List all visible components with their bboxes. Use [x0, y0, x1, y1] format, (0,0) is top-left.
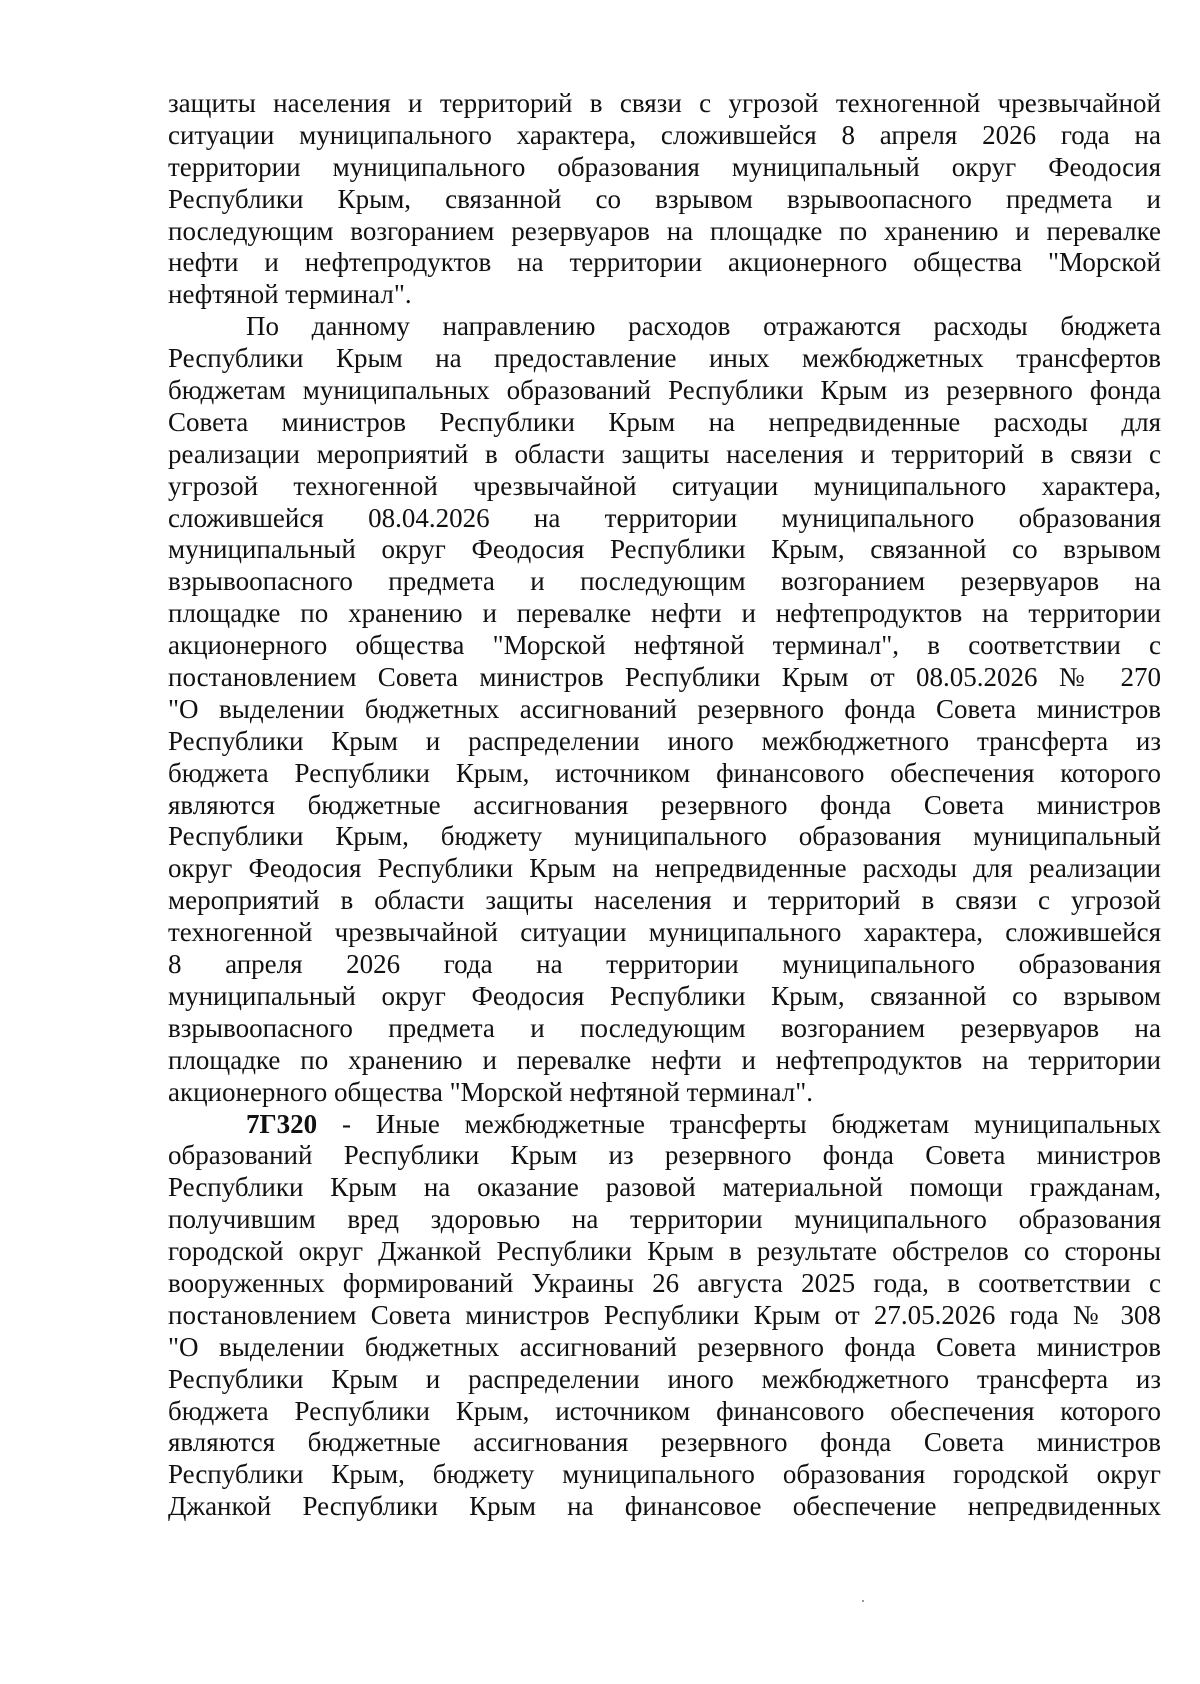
text-line: Республики Крым, бюджету муниципального образования муниципальный [168, 821, 1161, 852]
scan-artifact-dot [862, 1600, 864, 1602]
text-line: постановлением Совета министров Республики Крым от 08.05.2026 № 270 [168, 662, 1161, 693]
text-line: площадке по хранению и перевалке нефти и нефтепродуктов на территории [168, 598, 1161, 629]
text-line: нефти и нефтепродуктов на территории акционерного общества "Морской [168, 247, 1161, 278]
text-line: защиты населения и территорий в связи с угрозой техногенной чрезвычайной [168, 88, 1161, 118]
text-line: постановлением Совета министров Республики Крым от 27.05.2026 года № 308 [168, 1299, 1161, 1330]
text-line: вооруженных формирований Украины 26 августа 2025 года, в соответствии с [168, 1267, 1161, 1298]
text-line: мероприятий в области защиты населения и территорий в связи с угрозой [168, 885, 1161, 916]
document-text [168, 88, 1161, 1523]
text-line [168, 1109, 1161, 1141]
text-line: взрывоопасного предмета и последующим возгоранием резервуаров на [168, 566, 1161, 597]
text-line: Джанкой Республики Крым на финансовое обеспечение непредвиденных [168, 1491, 1161, 1522]
text-line: являются бюджетные ассигнования резервного фонда Совета министров [168, 1427, 1161, 1458]
text-line: Республики Крым и распределении иного межбюджетного трансферта из [168, 725, 1161, 756]
text-line: Совета министров Республики Крым на непредвиденные расходы для [168, 406, 1161, 437]
text-line: являются бюджетные ассигнования резервного фонда Совета министров [168, 789, 1161, 820]
text-line: Республики Крым, бюджету муниципального образования городской округ [168, 1459, 1161, 1490]
text-line: нефтяной терминал". [168, 279, 412, 310]
text-line: реализации мероприятий в области защиты населения и территорий в связи с [168, 438, 1161, 469]
text-line: городской округ Джанкой Республики Крым в результате обстрелов со стороны [168, 1236, 1161, 1267]
text-line: техногенной чрезвычайной ситуации муниципального характера, сложившейся [168, 917, 1161, 948]
text-line: Республики Крым и распределении иного межбюджетного трансферта из [168, 1363, 1161, 1394]
text-line: акционерного общества "Морской нефтяной терминал", в соответствии с [168, 630, 1161, 661]
text-line: образований Республики Крым из резервного фонда Совета министров [168, 1140, 1161, 1171]
text-line: площадке по хранению и перевалке нефти и нефтепродуктов на территории [168, 1044, 1161, 1075]
text-line: бюджетам муниципальных образований Республики Крым из резервного фонда [168, 375, 1161, 406]
text-line: муниципальный округ Феодосия Республики Крым, связанной со взрывом [168, 980, 1161, 1011]
text-line: ситуации муниципального характера, сложившейся 8 апреля 2026 года на [168, 119, 1161, 150]
text-line: округ Феодосия Республики Крым на непредвиденные расходы для реализации [168, 853, 1161, 884]
text-line: По данному направлению расходов отражаются расходы бюджета [246, 311, 1161, 342]
text-line: сложившейся 08.04.2026 на территории муниципального образования [168, 502, 1161, 533]
text-line: муниципальный округ Феодосия Республики Крым, связанной со взрывом [168, 534, 1161, 565]
text-line: взрывоопасного предмета и последующим возгоранием резервуаров на [168, 1012, 1161, 1043]
text-line: Республики Крым, связанной со взрывом взрывоопасного предмета и [168, 183, 1161, 214]
text-line: территории муниципального образования муниципальный округ Феодосия [168, 151, 1161, 182]
text-line: Республики Крым на оказание разовой материальной помощи гражданам, [168, 1172, 1161, 1203]
text-line: "О выделении бюджетных ассигнований резервного фонда Совета министров [168, 1331, 1161, 1362]
text-line: получившим вред здоровью на территории муниципального образования [168, 1204, 1161, 1235]
expense-code: 7Г320 [246, 1108, 318, 1139]
text-line: бюджета Республики Крым, источником финансового обеспечения которого [168, 1395, 1161, 1426]
text-line: угрозой техногенной чрезвычайной ситуации муниципального характера, [168, 470, 1161, 501]
text-segment: - Иные межбюджетные трансферты бюджетам муниципальных [317, 1108, 1161, 1139]
text-line: акционерного общества "Морской нефтяной терминал". [168, 1076, 814, 1107]
text-line: бюджета Республики Крым, источником финансового обеспечения которого [168, 757, 1161, 788]
text-line: 8 апреля 2026 года на территории муниципального образования [168, 949, 1161, 980]
text-line: "О выделении бюджетных ассигнований резервного фонда Совета министров [168, 693, 1161, 724]
text-line: последующим возгоранием резервуаров на площадке по хранению и перевалке [168, 215, 1161, 246]
text-line: Республики Крым на предоставление иных межбюджетных трансфертов [168, 343, 1161, 374]
